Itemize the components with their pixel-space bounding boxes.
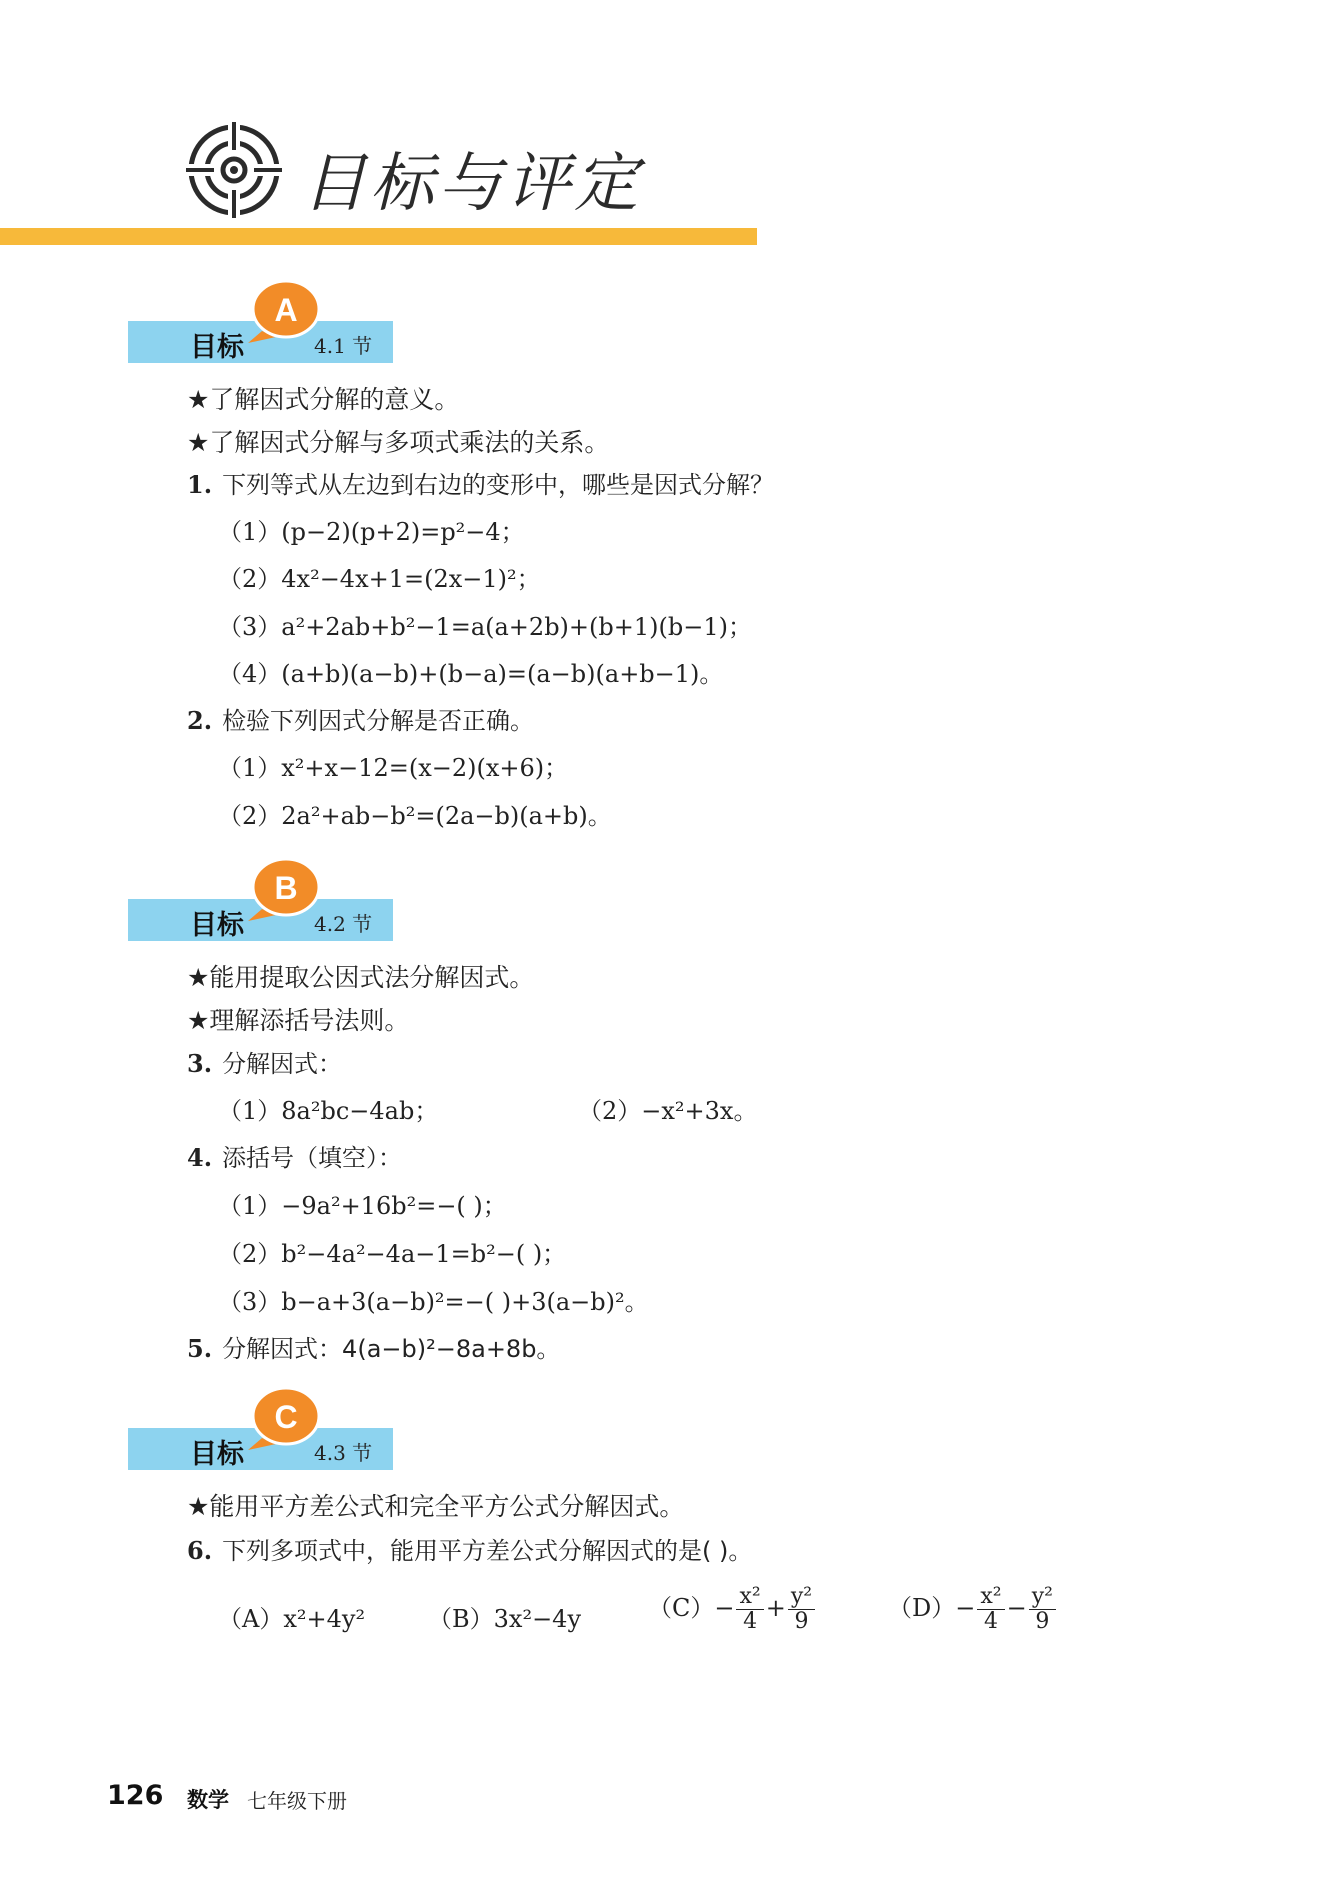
question-text: 分解因式： bbox=[222, 1050, 343, 1078]
question-text: 下列多项式中，能用平方差公式分解因式的是( )。 bbox=[222, 1537, 753, 1565]
section-ref: 4.2 节 bbox=[314, 912, 373, 936]
question-item: （2）−x²+3x。 bbox=[578, 1097, 758, 1125]
question-text: 下列等式从左边到右边的变形中，哪些是因式分解？ bbox=[222, 471, 775, 499]
question-item: （1）8a²bc−4ab； bbox=[218, 1097, 439, 1125]
goal-banner-a bbox=[128, 292, 393, 363]
section-ref: 4.1 节 bbox=[314, 334, 373, 358]
question-3 bbox=[187, 1050, 342, 1079]
question-text: 分解因式：4(a−b)²−8a+8b。 bbox=[222, 1335, 561, 1363]
question-item: （1）−9a²+16b²=−( )； bbox=[218, 1192, 507, 1220]
choice-expression: x²+4y² bbox=[283, 1605, 366, 1633]
choice-d[interactable] bbox=[888, 1585, 1058, 1634]
goal-word: 目标 bbox=[190, 910, 244, 941]
goal-letter: B bbox=[274, 870, 298, 906]
page-number: 126 bbox=[107, 1780, 164, 1811]
choice-b[interactable] bbox=[428, 1599, 581, 1634]
sign: + bbox=[765, 1594, 786, 1623]
goal-banner-b bbox=[128, 870, 393, 941]
question-1 bbox=[187, 471, 774, 500]
question-item: （3）a²+2ab+b²−1=a(a+2b)+(b+1)(b−1)； bbox=[218, 613, 752, 641]
goal-star: ★能用平方差公式和完全平方公式分解因式。 bbox=[187, 1492, 685, 1521]
question-item: （2）b²−4a²−4a−1=b²−( )； bbox=[218, 1240, 567, 1268]
goal-star: ★能用提取公因式法分解因式。 bbox=[187, 963, 535, 992]
question-text: 添括号（填空）： bbox=[222, 1144, 403, 1172]
question-number: 6. bbox=[187, 1536, 213, 1565]
question-item: （3）b−a+3(a−b)²=−( )+3(a−b)²。 bbox=[218, 1288, 649, 1316]
choice-label: （C） bbox=[648, 1594, 715, 1623]
question-number: 3. bbox=[187, 1049, 213, 1078]
sign: − bbox=[1006, 1594, 1027, 1623]
question-number: 1. bbox=[187, 470, 213, 499]
question-number: 2. bbox=[187, 706, 213, 735]
fraction: $\frac{\text{x²}}{4}$ bbox=[977, 1585, 1004, 1634]
section-ref: 4.3 节 bbox=[314, 1441, 373, 1465]
fraction: $\frac{\text{x²}}{4}$ bbox=[736, 1585, 763, 1634]
choice-label: （B） bbox=[428, 1605, 494, 1633]
question-item: （4）(a+b)(a−b)+(b−a)=(a−b)(a+b−1)。 bbox=[218, 660, 724, 688]
choice-a[interactable] bbox=[218, 1599, 365, 1634]
goal-word: 目标 bbox=[190, 1439, 244, 1470]
question-item: （1）x²+x−12=(x−2)(x+6)； bbox=[218, 754, 569, 782]
question-5 bbox=[187, 1335, 560, 1364]
page-title: 目标与评定 bbox=[302, 147, 642, 221]
fraction: $\frac{\text{y²}}{9}$ bbox=[1029, 1585, 1056, 1634]
goal-star: ★了解因式分解的意义。 bbox=[187, 385, 460, 414]
sign: − bbox=[714, 1594, 735, 1623]
footer-book: 七年级下册 bbox=[247, 1789, 347, 1813]
question-item: （1）(p−2)(p+2)=p²−4； bbox=[218, 518, 525, 546]
goal-star: ★理解添括号法则。 bbox=[187, 1006, 410, 1035]
footer-subject: 数学 bbox=[187, 1788, 229, 1812]
question-item: （2）4x²−4x+1=(2x−1)²； bbox=[218, 565, 541, 593]
goal-banner-c bbox=[128, 1399, 393, 1470]
choice-label: （A） bbox=[218, 1605, 284, 1633]
title-underline bbox=[0, 228, 757, 245]
choice-expression: 3x²−4y bbox=[493, 1605, 582, 1633]
choice-label: （D） bbox=[888, 1594, 956, 1623]
sign: − bbox=[955, 1594, 976, 1623]
question-text: 检验下列因式分解是否正确。 bbox=[222, 707, 535, 735]
crosshair-target-icon bbox=[184, 120, 284, 220]
question-item: （2）2a²+ab−b²=(2a−b)(a+b)。 bbox=[218, 802, 612, 830]
question-6 bbox=[187, 1537, 752, 1566]
goal-star: ★了解因式分解与多项式乘法的关系。 bbox=[187, 428, 610, 457]
question-2 bbox=[187, 707, 534, 736]
goal-letter: C bbox=[274, 1399, 298, 1435]
question-number: 4. bbox=[187, 1143, 213, 1172]
question-4 bbox=[187, 1144, 402, 1173]
fraction: $\frac{\text{y²}}{9}$ bbox=[788, 1585, 815, 1634]
answer-choices bbox=[218, 1585, 1118, 1645]
goal-word: 目标 bbox=[190, 332, 244, 363]
question-number: 5. bbox=[187, 1334, 213, 1363]
choice-c[interactable] bbox=[648, 1585, 817, 1634]
goal-letter: A bbox=[274, 292, 298, 328]
